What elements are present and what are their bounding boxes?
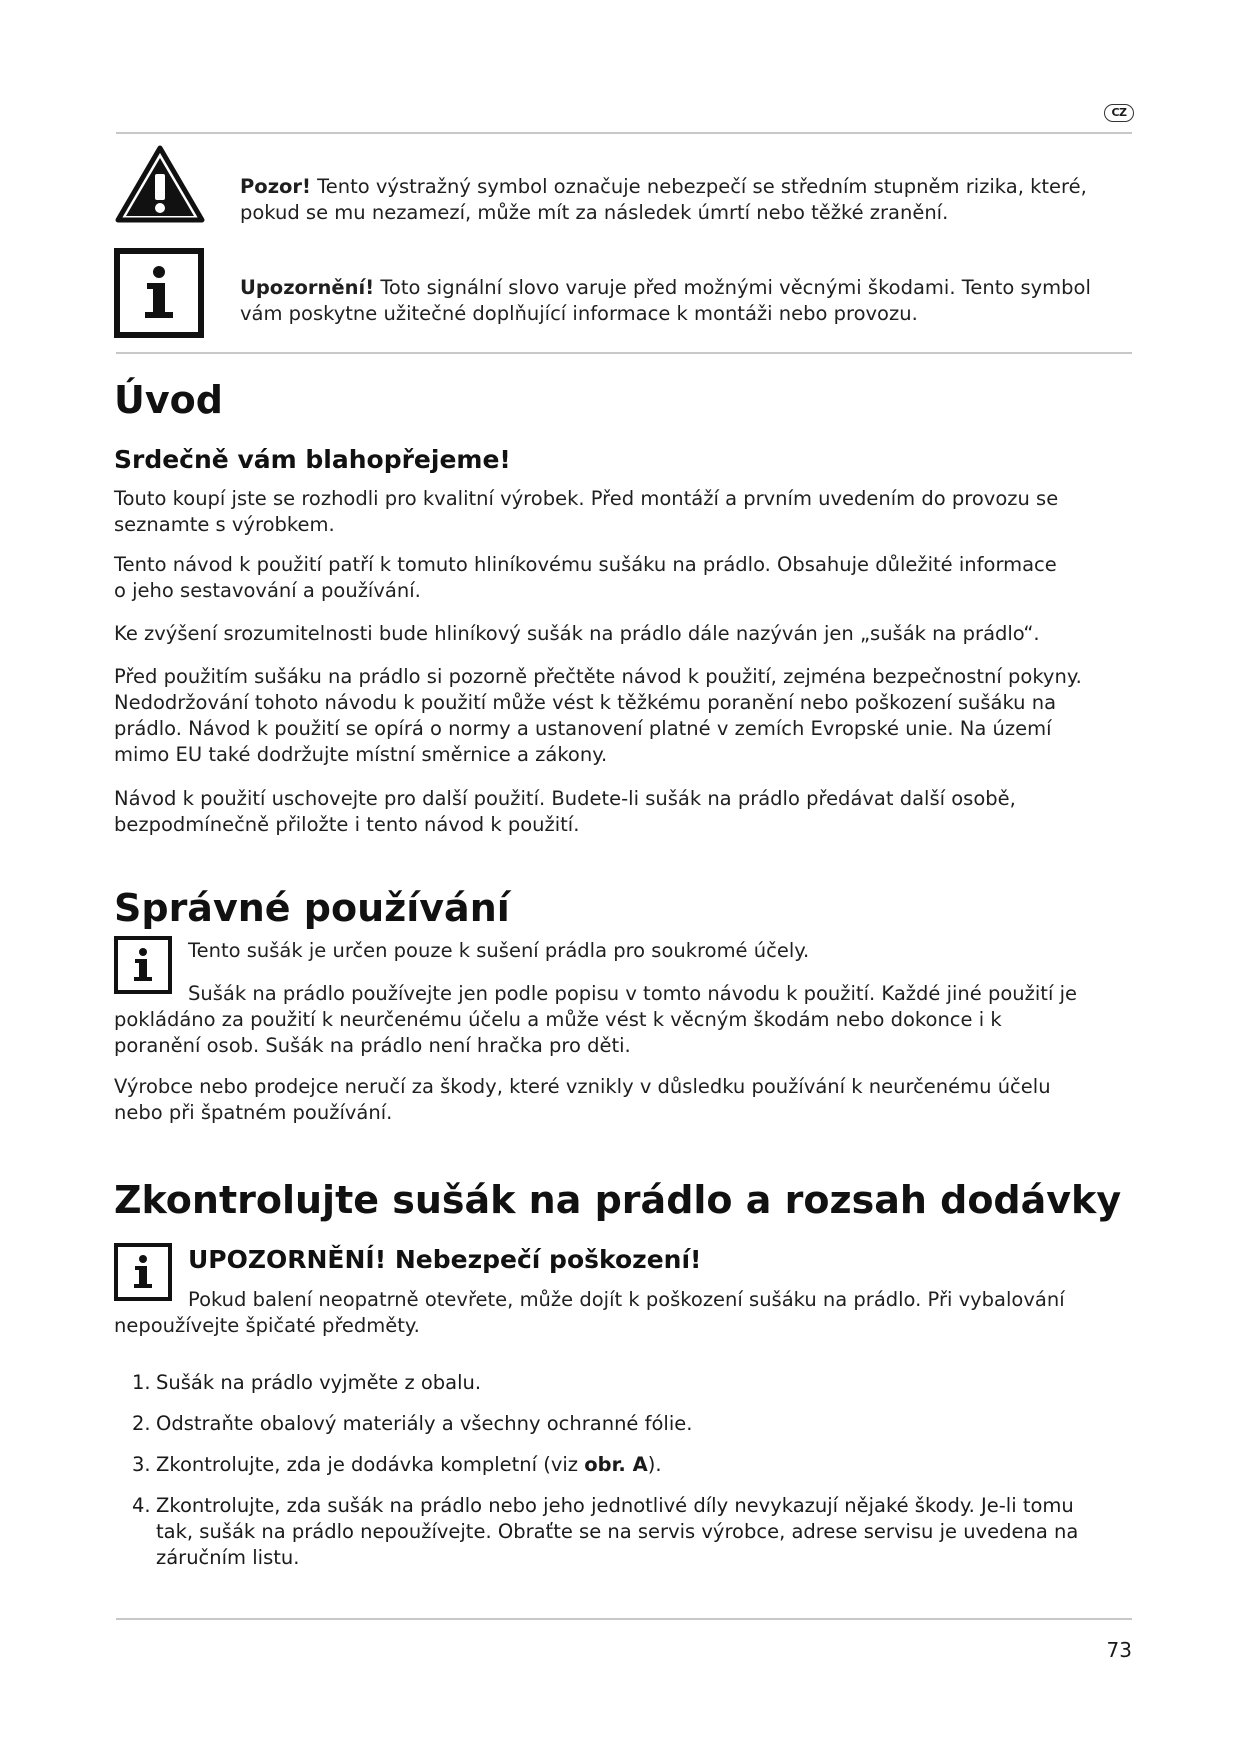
step-text: Zkontrolujte, zda je dodávka kompletní (viz: [156, 1453, 585, 1476]
usage-heading: Správné používání: [114, 886, 510, 930]
usage-lead-text: Tento sušák je určen pouze k sušení prádla pro soukromé účely.: [188, 939, 810, 962]
intro-heading: Úvod: [114, 378, 223, 422]
check-heading: Zkontrolujte sušák na prádlo a rozsah dodávky: [114, 1178, 1122, 1222]
step-number: 1.: [132, 1371, 151, 1394]
list-item: [132, 1370, 1092, 1396]
info-icon: [114, 248, 204, 338]
warning-label: Pozor!: [240, 175, 311, 198]
notice-paragraph: [240, 275, 1120, 327]
figure-reference: obr. A: [584, 1453, 648, 1476]
list-item: [132, 1452, 1092, 1478]
intro-paragraph-4: Před použitím sušáku na prádlo si pozorně přečtěte návod k použití, zejména bezpečnostní pokyny. Nedodržování tohoto návodu k použití může vést k těžkému poranění nebo poškození sušáku na prádlo. Návod k použití se opírá o normy a ustanovení platné v zemích Evropské unie. Na území mimo EU také dodržujte místní směrnice a zákony.: [114, 665, 1082, 766]
steps-list: [132, 1370, 1092, 1586]
list-item: [132, 1411, 1092, 1437]
intro-paragraph-2: Tento návod k použití patří k tomuto hliníkovému sušáku na prádlo. Obsahuje důležité informace o jeho sestavování a používání.: [114, 553, 1057, 602]
step-text-end: ).: [647, 1453, 662, 1476]
intro-paragraph-5: Návod k použití uschovejte pro další použití. Budete-li sušák na prádlo předávat další osobě, bezpodmínečně přiložte i tento návod k použití.: [114, 787, 1016, 836]
check-warning-block: [114, 1287, 1094, 1347]
step-number: 3.: [132, 1453, 151, 1476]
step-number: 4.: [132, 1494, 151, 1517]
usage-lead: [188, 938, 1088, 964]
usage-paragraph-2: Výrobce nebo prodejce neručí za škody, které vznikly v důsledku používání k neurčenému účelu nebo při špatném používání.: [114, 1075, 1051, 1124]
section-divider: [116, 352, 1132, 354]
step-number: 2.: [132, 1412, 151, 1435]
language-badge: CZ: [1104, 104, 1134, 122]
usage-paragraph-1: Sušák na prádlo používejte jen podle popisu v tomto návodu k použití. Každé jiné použití je pokládáno za použití k neurčenému účelu a může vést k věcným škodám nebo dokonce i k poranění osob. Sušák na prádlo není hračka pro děti.: [114, 982, 1077, 1057]
step-text: Sušák na prádlo vyjměte z obalu.: [156, 1371, 482, 1394]
warning-paragraph: [240, 174, 1120, 226]
notice-text: Toto signální slovo varuje před možnými věcnými škodami. Tento symbol vám poskytne užitečné doplňující informace k montáži nebo provozu.: [240, 276, 1091, 325]
intro-paragraph-3: Ke zvýšení srozumitelnosti bude hliníkový sušák na prádlo dále nazýván jen „sušák na prádlo“.: [114, 622, 1040, 645]
warning-text: Tento výstražný symbol označuje nebezpečí se středním stupněm rizika, které, pokud se mu nezamezí, může mít za následek úmrtí nebo těžké zranění.: [240, 175, 1087, 224]
page-number: 73: [1106, 1638, 1132, 1662]
warning-triangle-icon: [114, 144, 206, 224]
check-warning-text: Pokud balení neopatrně otevřete, může dojít k poškození sušáku na prádlo. Při vybalování nepoužívejte špičaté předměty.: [114, 1288, 1065, 1337]
footer-divider: [116, 1618, 1132, 1620]
step-text: Odstraňte obalový materiály a všechny ochranné fólie.: [156, 1412, 693, 1435]
intro-subheading: Srdečně vám blahopřejeme!: [114, 445, 511, 474]
header-divider: [116, 132, 1132, 134]
list-item: [132, 1493, 1092, 1571]
intro-paragraph-1: Touto koupí jste se rozhodli pro kvalitní výrobek. Před montáží a prvním uvedením do provozu se seznamte s výrobkem.: [114, 487, 1059, 536]
check-warning-title: UPOZORNĚNÍ! Nebezpečí poškození!: [188, 1245, 702, 1274]
notice-label: Upozornění!: [240, 276, 375, 299]
step-text: Zkontrolujte, zda sušák na prádlo nebo jeho jednotlivé díly nevykazují nějaké škody. Je-li tomu tak, sušák na prádlo nepoužívejte. Obraťte se na servis výrobce, adrese servisu je uvedena na záručním listu.: [156, 1494, 1079, 1569]
usage-paragraph-1-block: [114, 981, 1094, 1061]
